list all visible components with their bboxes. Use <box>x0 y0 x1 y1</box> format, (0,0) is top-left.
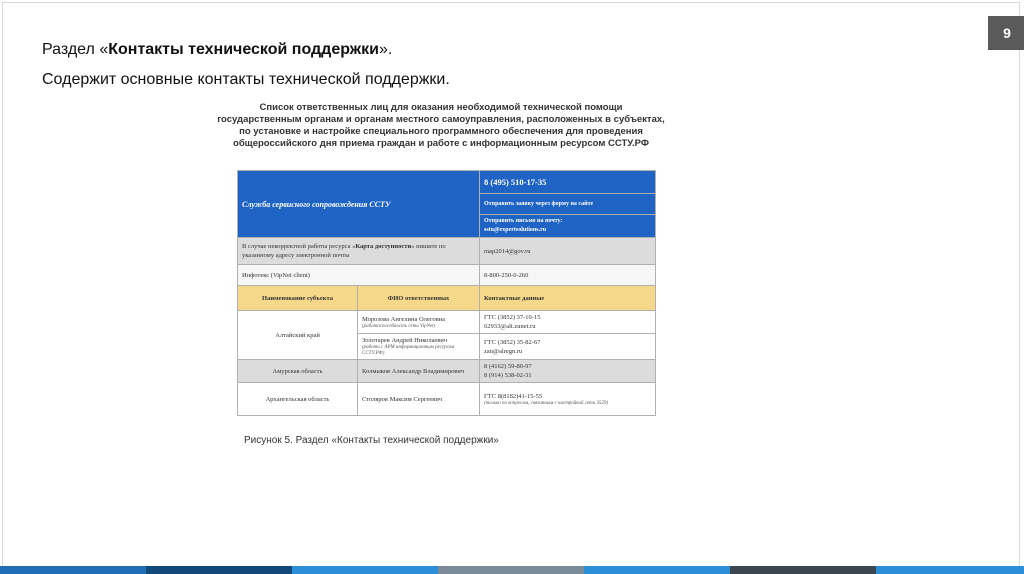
page-number: 9 <box>1003 25 1011 41</box>
contacts-table <box>237 170 656 416</box>
service-row-phone <box>238 171 656 194</box>
contacts-cell <box>480 360 656 383</box>
person-cell <box>358 311 480 334</box>
section-description: Содержит основные контакты технической поддержки. <box>42 71 450 88</box>
contact-line: 8 (4162) 59-80-97 <box>484 363 532 370</box>
contact-line: 8 (914) 538-02-31 <box>484 372 532 379</box>
contact-line: 62933@alt.zunet.ru <box>484 323 536 330</box>
bottom-bar-segment <box>0 566 146 574</box>
infotecs-row <box>238 265 656 286</box>
region-name: Амурская область <box>238 360 358 383</box>
person-name: Золотарев Андрей Николаевич <box>362 337 448 344</box>
contact-note: (только по вопросам, связанным с настройкой сети 3529) <box>484 400 609 406</box>
contacts-cell <box>480 383 656 416</box>
region-name: Архангельская область <box>238 383 358 416</box>
bottom-color-bar <box>0 566 1024 574</box>
table-row <box>238 360 656 383</box>
infotecs-phone: 8-800-250-0-260 <box>480 265 656 286</box>
table-row <box>238 383 656 416</box>
map-text-bold: Карта доступности <box>355 243 412 250</box>
service-name: Служба сервисного сопровождения ССТУ <box>238 171 480 238</box>
person-name: Колмыков Александр Владимирович <box>358 360 480 383</box>
table-row <box>238 311 656 334</box>
page-number-badge <box>988 16 1024 50</box>
person-cell <box>358 334 480 360</box>
person-note: (работа с АРМ информационным ресурсом ССТУ.РФ) <box>362 345 455 356</box>
service-email-cell <box>480 215 656 238</box>
map-text-after: » пишите по указанному адресу электронной почты <box>242 243 446 259</box>
figure-caption: Рисунок 5. Раздел «Контакты технической поддержки» <box>244 435 499 446</box>
service-email-label: Отправить письмо на почту: <box>484 218 563 224</box>
person-note: (работоспособность сети VipNet) <box>362 323 436 329</box>
map-row-text <box>238 238 480 265</box>
bottom-bar-segment <box>876 566 1024 574</box>
bottom-bar-segment <box>438 566 584 574</box>
figure-title <box>197 102 685 150</box>
person-name: Морозова Ангелина Олеговна <box>362 315 445 323</box>
column-header: Контактные данные <box>480 286 656 311</box>
service-email[interactable]: sstu@expertsolutions.ru <box>484 227 547 233</box>
bottom-bar-segment <box>292 566 438 574</box>
column-header-row <box>238 286 656 311</box>
bottom-bar-segment <box>146 566 292 574</box>
heading-bold: Контакты технической поддержки <box>108 41 379 58</box>
map-text-before: В случае некорректной работы ресурса « <box>242 243 356 250</box>
contacts-cell <box>480 311 656 334</box>
service-phone: 8 (495) 510-17-35 <box>480 171 656 194</box>
contacts-cell <box>480 334 656 360</box>
contact-line: ГТС 8(8182)41-15-55 <box>484 392 543 400</box>
service-form-link[interactable]: Отправить заявку через форму на сайте <box>480 194 656 215</box>
map-row-email[interactable]: map2014@gov.ru <box>480 238 656 265</box>
infotecs-name: Инфотекс (VipNet client) <box>238 265 480 286</box>
section-heading <box>42 41 392 59</box>
contact-line: ГТС (3852) 37-10-15 <box>484 314 541 321</box>
figure-title-line: государственным органам и органам местного самоуправления, расположенных в субъектах, <box>217 114 665 125</box>
figure-title-line: общероссийского дня приема граждан и работе с информационным ресурсом ССТУ.РФ <box>233 138 649 149</box>
heading-suffix: ». <box>378 41 393 58</box>
figure-title-line: по установке и настройке специального программного обеспечения для проведения <box>239 126 643 137</box>
bottom-bar-segment <box>584 566 730 574</box>
map-row <box>238 238 656 265</box>
bottom-bar-segment <box>730 566 876 574</box>
contact-line: zan@alregn.ru <box>484 347 523 355</box>
heading-prefix: Раздел « <box>42 41 109 58</box>
contact-line: ГТС (3852) 35-82-67 <box>484 338 541 346</box>
figure-title-line: Список ответственных лиц для оказания необходимой технической помощи <box>259 102 623 113</box>
column-header: ФИО ответственных <box>358 286 480 311</box>
person-name: Столяров Максим Сергеевич <box>358 383 480 416</box>
region-name: Алтайский край <box>238 311 358 360</box>
column-header: Наименование субъекта <box>238 286 358 311</box>
contacts-figure <box>197 100 685 426</box>
